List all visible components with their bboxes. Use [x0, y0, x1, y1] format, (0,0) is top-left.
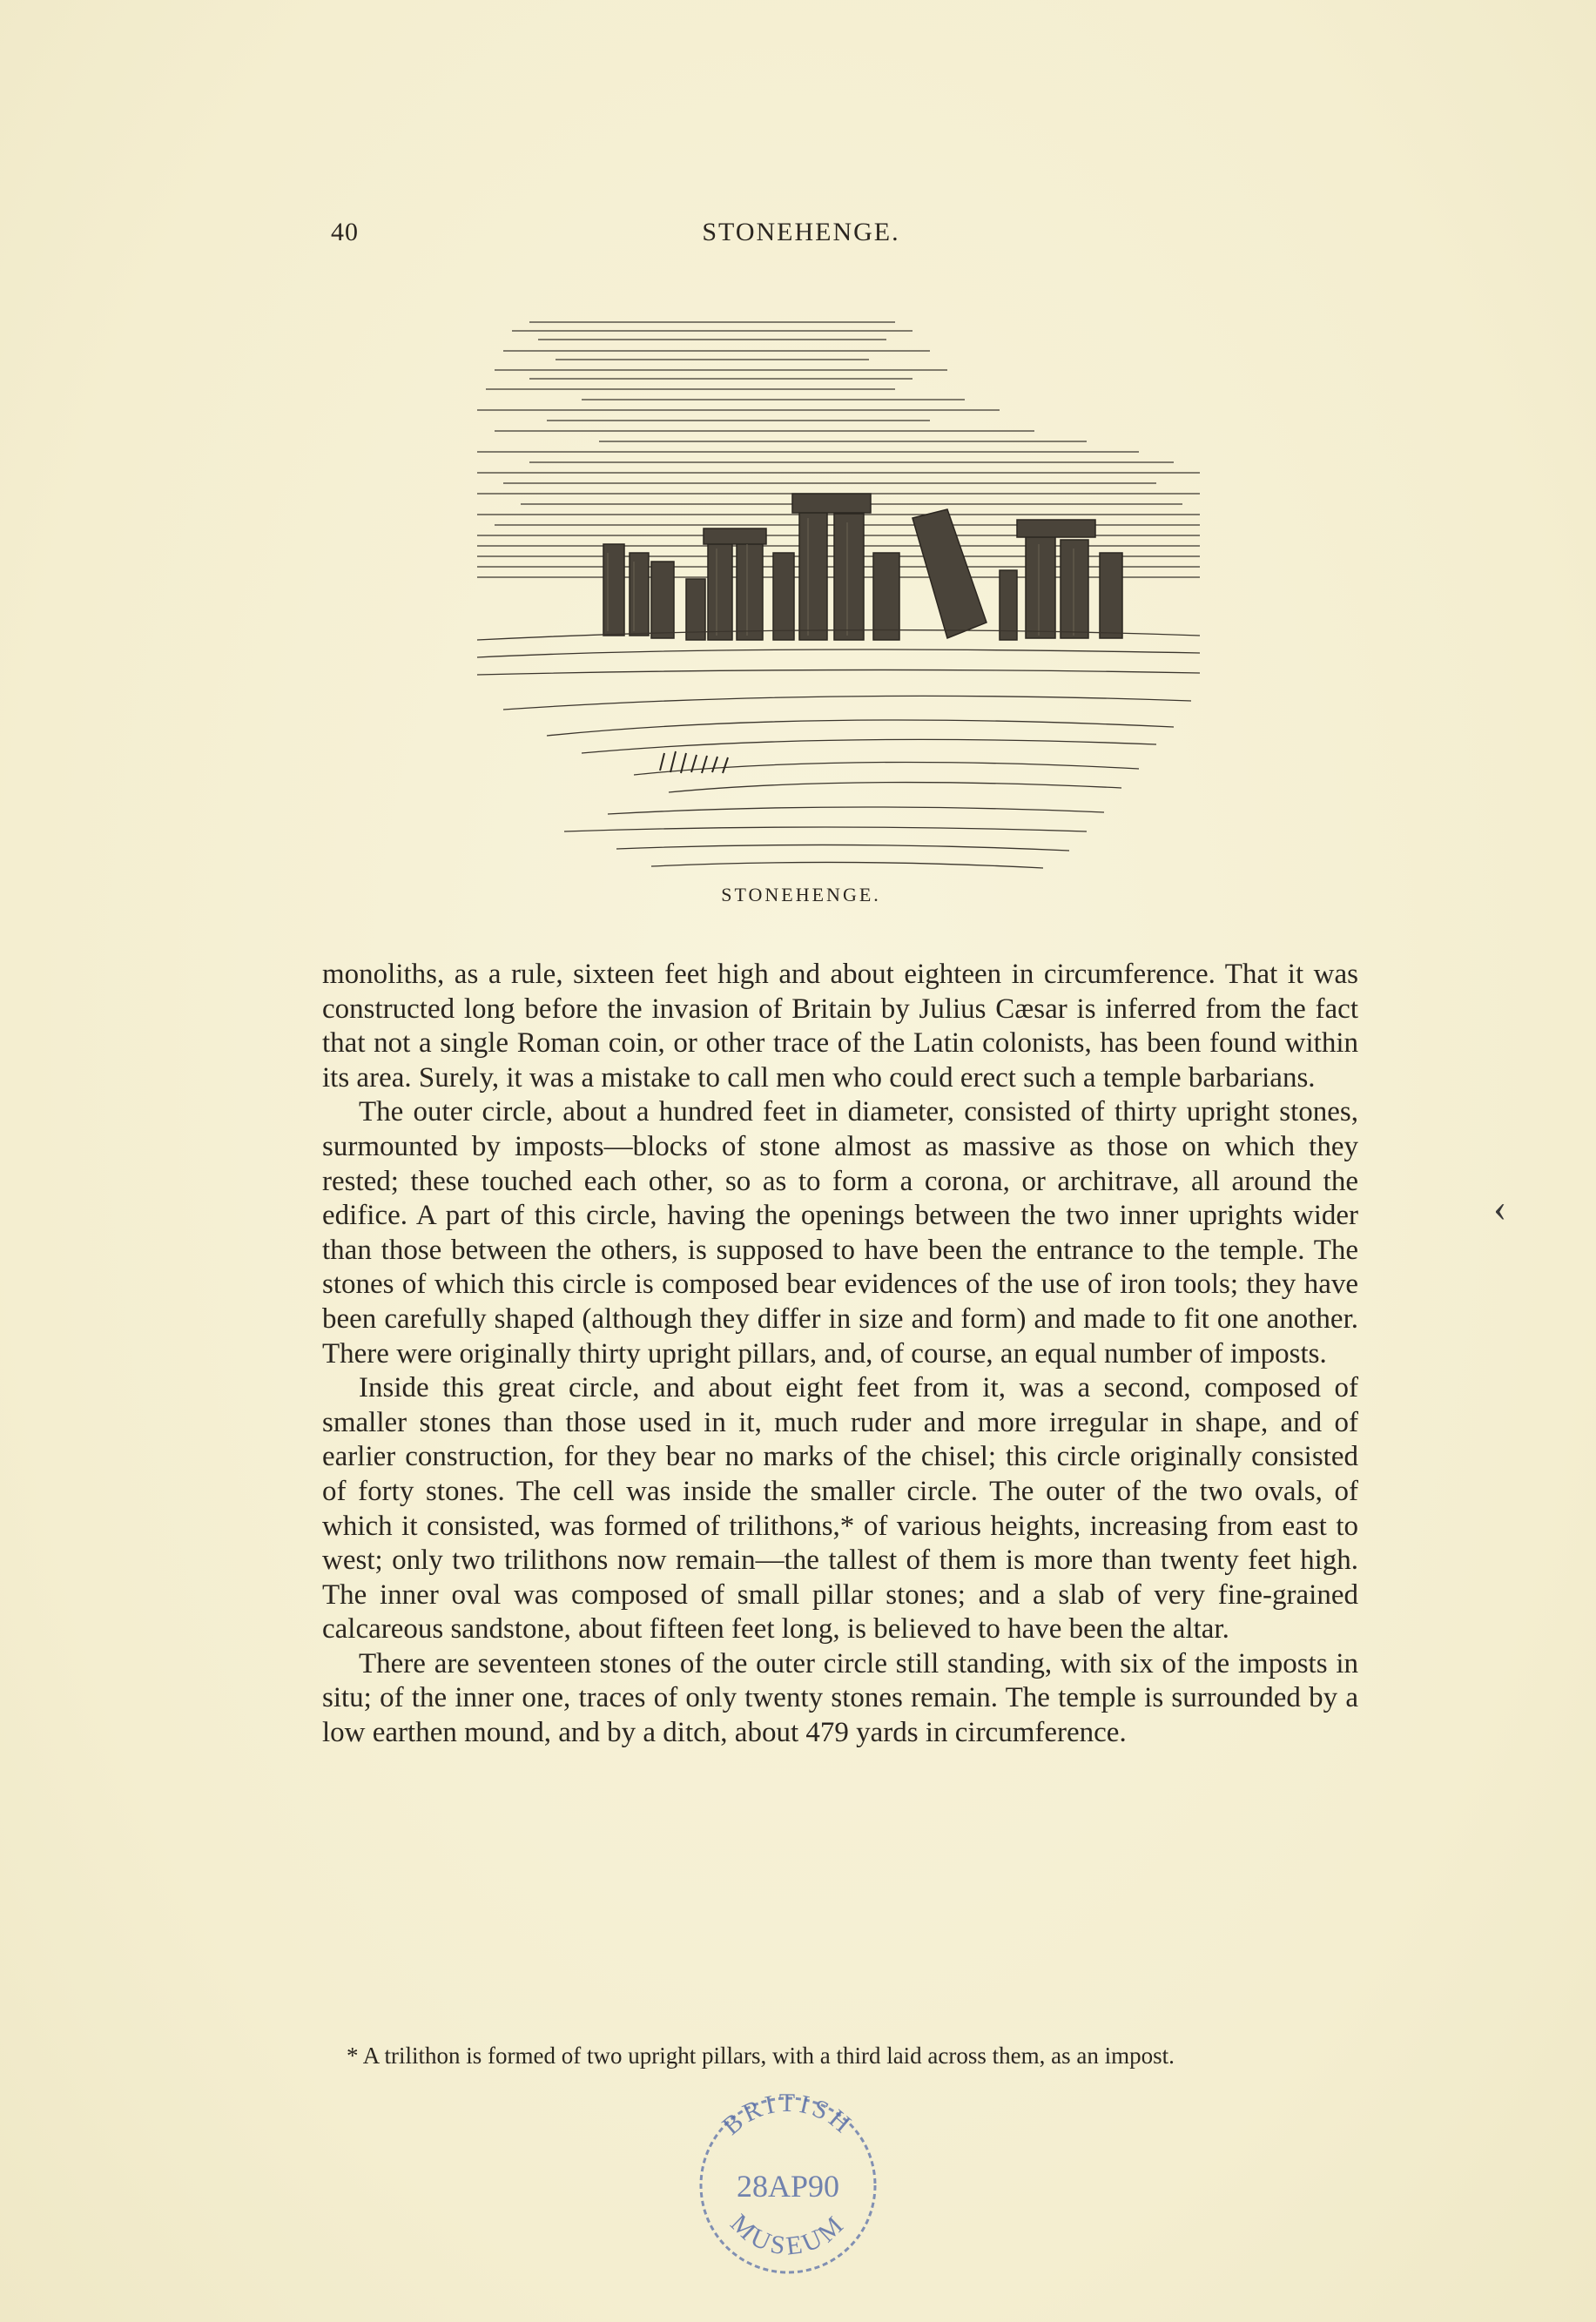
stonehenge-engraving	[477, 292, 1200, 875]
ground-hatching	[477, 630, 1200, 868]
stamp-bottom-text: MUSEUM	[724, 2208, 852, 2261]
paragraph: The outer circle, about a hundred feet in diameter, consisted of thirty upright stones, surmounted by imposts—blocks of stone almost as massive as those on which they rested; these touched each other, so as to form a corona, or architrave, all around the edifice. A part of this circle, having the openings between the two inner uprights wider than those between the others, is supposed to have been the entrance to the temple. The stones of which this circle is composed bear evidences of the use of iron tools; they have been carefully shaped (although they differ in size and form) and made to fit one another. There were originally thirty upright pillars, and, of course, an equal number of imposts.	[322, 1096, 1358, 1370]
running-head	[327, 218, 1276, 252]
stamp-date: 28AP90	[736, 2169, 840, 2204]
svg-text:MUSEUM	[724, 2209, 851, 2261]
svg-text:BRITISH	[717, 2089, 859, 2141]
running-title: STONEHENGE.	[702, 218, 900, 246]
paragraph: There are seventeen stones of the outer circle still standing, with six of the imposts in situ; of the inner one, traces of only twenty stones remain. The temple is surrounded by a low earthen mound, and by a ditch, about 479 yards in circumference.	[322, 1647, 1358, 1749]
figure-caption: STONEHENGE.	[721, 884, 881, 905]
margin-mark-icon: ‹	[1493, 1185, 1507, 1229]
library-stamp	[688, 2085, 888, 2285]
footnote: * A trilithon is formed of two upright pillars, with a third laid across them, as an impost.	[347, 2043, 1175, 2069]
paragraph: monoliths, as a rule, sixteen feet high and about eighteen in circumference. That it was constructed long before the invasion of Britain by Julius Cæsar is inferred from the fact that not a single Roman coin, or other trace of the Latin colonists, has been found within its area. Surely, it was a mistake to call men who could erect such a temple barbarians.	[322, 959, 1358, 1094]
paragraph: Inside this great circle, and about eight feet from it, was a second, composed of smaller stones than those used in it, much ruder and more irregular in shape, and of earlier construction, for they bear no marks of the chisel; this circle originally consisted of forty stones. The cell was inside the smaller circle. The outer of the two ovals, of which it consisted, was formed of trilithons,* of various heights, increasing from east to west; only two trilithons now remain—the tallest of them is more than twenty feet high. The inner oval was composed of small pillar stones; and a slab of very fine-grained calcareous sandstone, about fifteen feet long, is believed to have been the altar.	[322, 1372, 1358, 1646]
body-text	[322, 958, 1358, 1751]
page-number: 40	[331, 218, 359, 246]
stamp-top-text: BRITISH	[717, 2088, 859, 2141]
